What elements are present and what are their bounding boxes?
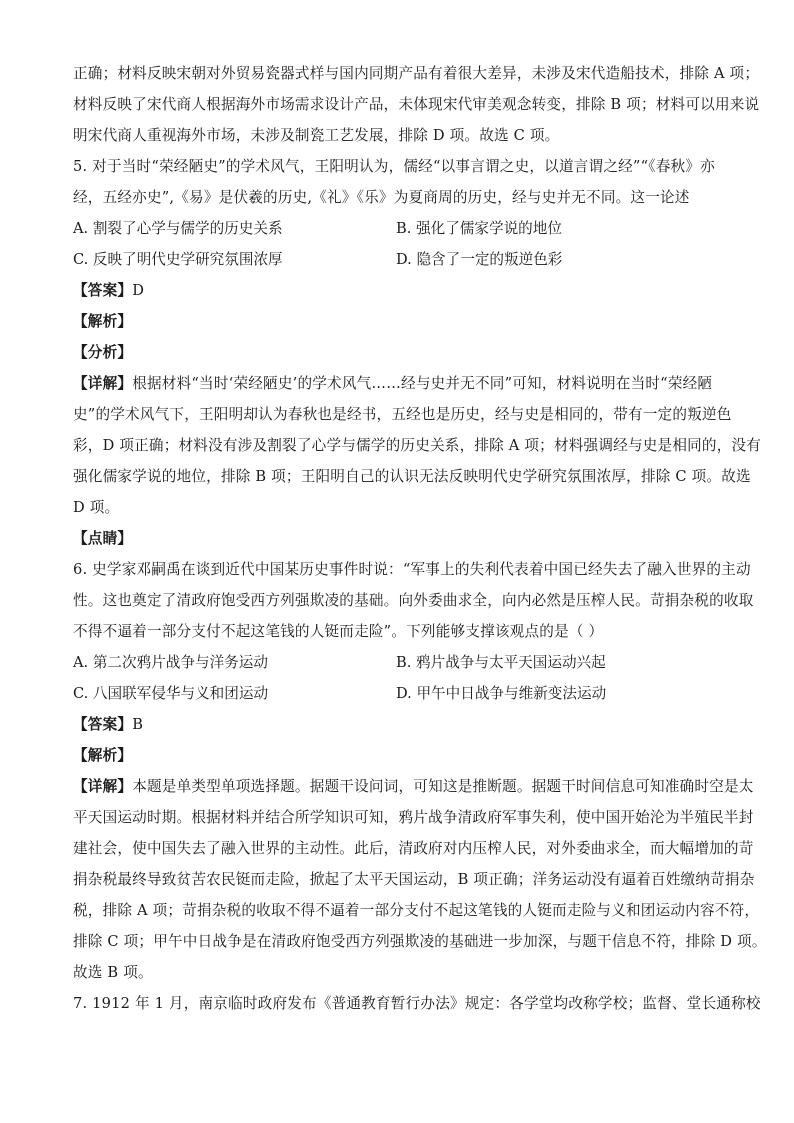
fenxi-tag: 【分析】 (73, 344, 133, 361)
answer-line (73, 709, 723, 740)
question-stem-line: 性。这也奠定了清政府饱受西方列强欺凌的基础。向外委曲求全，向内必然是压榨人民。苛捐杂税的收取 (73, 592, 754, 609)
detail-line: 史”的学术风气下，王阳明却认为春秋也是经书，五经也是历史，经与史是相同的，带有一定的叛逆色 (73, 406, 732, 423)
option-b: B. 鸦片战争与太平天国运动兴起 (396, 654, 606, 671)
jiexi-tag: 【解析】 (73, 313, 133, 330)
answer-line (73, 275, 723, 306)
question-stem-line: 6. 史学家邓嗣禹在谈到近代中国某历史事件时说：“军事上的失利代表着中国已经失去了融入世界的主动 (73, 561, 751, 578)
question-stem-line: 5. 对于当时“荣经陋史”的学术风气，王阳明认为，儒经“以事言谓之史，以道言谓之经”“《春秋》亦 (73, 158, 715, 175)
text-line: 材料反映了宋代商人根据海外市场需求设计产品，未体现宋代审美观念转变，排除 B 项；材料可以用来说 (73, 96, 760, 113)
answer-value: B (132, 716, 144, 733)
options-row (73, 213, 723, 244)
detail-text: 根据材料“当时‘荣经陋史’的学术风气……经与史并无不同”可知，材料说明在当时“荣经陋 (132, 375, 713, 392)
detail-first-line (73, 368, 723, 399)
options-row (73, 244, 723, 275)
option-a: A. 第二次鸦片战争与洋务运动 (73, 654, 268, 671)
detail-line: 税，排除 A 项；苛捐杂税的收取不得不逼着一部分支付不起这笔钱的人铤而走险与义和团运动内容不符， (73, 902, 760, 919)
dianjing-heading (73, 523, 723, 554)
text-line: 明宋代商人重视海外市场，未涉及制瓷工艺发展，排除 D 项。故选 C 项。 (73, 127, 560, 144)
question-stem-line: 7. 1912 年 1 月，南京临时政府发布《普通教育暂行办法》规定：各学堂均改称学校；监督、堂长通称校 (73, 995, 761, 1012)
detail-line: 故选 B 项。 (73, 964, 153, 981)
detail-line: 建社会，使中国失去了融入世界的主动性。此后，清政府对内压榨人民，对外委曲求全，而大幅增加的苛 (73, 840, 754, 857)
detail-line: 平天国运动时期。根据材料并结合所学知识可知，鸦片战争清政府军事失利，使中国开始沦为半殖民半封 (73, 809, 754, 826)
options-row (73, 647, 723, 678)
prev-explanation (73, 58, 760, 151)
jiexi-tag: 【解析】 (73, 747, 133, 764)
answer-tag: 【答案】 (73, 282, 133, 299)
detail-first-line (73, 771, 754, 802)
detail-line: 排除 C 项；甲午中日战争是在清政府饱受西方列强欺凌的基础进一步加深，与题干信息不符，排除 D 项。 (73, 933, 767, 950)
question-5 (73, 151, 762, 554)
question-stem-line: 经，五经亦史”,《易》是伏羲的历史,《礼》《乐》为夏商周的历史，经与史并无不同。这一论述 (73, 189, 690, 206)
question-6 (73, 554, 767, 988)
answer-value: D (132, 282, 145, 299)
option-c: C. 反映了明代史学研究氛围浓厚 (73, 251, 283, 268)
detail-tag: 【详解】 (73, 778, 133, 795)
text-line: 正确；材料反映宋朝对外贸易瓷器式样与国内同期产品有着很大差异，未涉及宋代造船技术，排除 A 项； (73, 65, 760, 82)
option-c: C. 八国联军侵华与义和团运动 (73, 685, 269, 702)
option-a: A. 割裂了心学与儒学的历史关系 (73, 220, 283, 237)
dianjing-tag: 【点睛】 (73, 530, 133, 547)
detail-tag: 【详解】 (73, 375, 133, 392)
detail-line: 捐杂税最终导致贫苦农民铤而走险，掀起了太平天国运动，B 项正确；洋务运动没有逼着百姓缴纳苛捐杂 (73, 871, 755, 888)
analysis-heading (73, 740, 723, 771)
option-b: B. 强化了儒家学说的地位 (396, 220, 562, 237)
document-page (73, 58, 767, 1019)
analysis-heading (73, 306, 723, 337)
question-stem-line: 不得不逼着一部分支付不起这笔钱的人铤而走险”。下列能够支撑该观点的是（ ） (73, 623, 604, 640)
question-7 (73, 988, 761, 1019)
detail-line: 彩，D 项正确；材料没有涉及割裂了心学与儒学的历史关系，排除 A 项；材料强调经与史是相同的，没有 (73, 437, 762, 454)
options-row (73, 678, 723, 709)
answer-tag: 【答案】 (73, 716, 133, 733)
detail-line: D 项。 (73, 499, 120, 516)
option-d: D. 甲午中日战争与维新变法运动 (396, 685, 607, 702)
detail-text: 本题是单类型单项选择题。据题干设问词，可知这是推断题。据题干时间信息可知准确时空是太 (132, 778, 754, 795)
option-d: D. 隐含了一定的叛逆色彩 (396, 251, 563, 268)
detail-line: 强化儒家学说的地位，排除 B 项；王阳明自己的认识无法反映明代史学研究氛围浓厚，排除 C 项。故选 (73, 468, 751, 485)
fenxi-heading (73, 337, 723, 368)
